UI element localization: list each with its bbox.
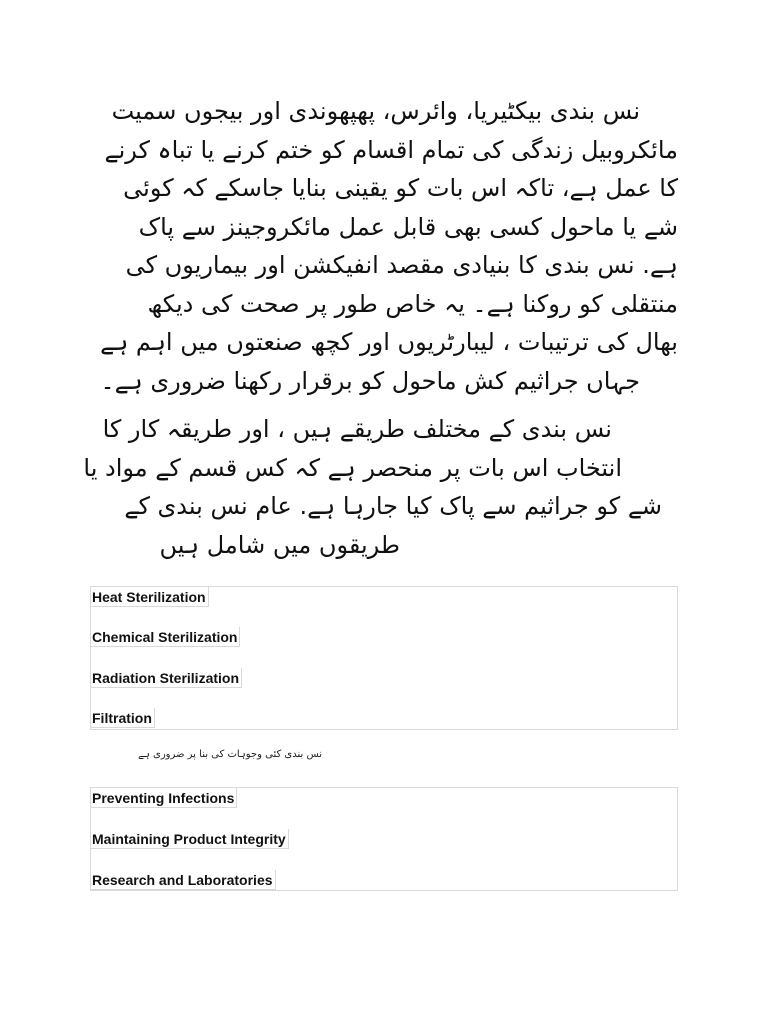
paragraph-line: نس بندی کے مختلف طریقے ہیں ، اور طریقہ کار کا [102, 415, 612, 443]
list-item: Heat Sterilization [91, 587, 209, 607]
sterilization-reasons-list [90, 787, 678, 891]
list-item: Research and Laboratories [91, 870, 276, 890]
sterilization-methods-list [90, 586, 678, 730]
paragraph-line: شے کو جراثیم سے پاک کیا جارہا ہے. عام نس بندی کے [124, 492, 662, 520]
list-item: Chemical Sterilization [91, 627, 240, 647]
list-item: Radiation Sterilization [91, 668, 242, 688]
paragraph-line: نس بندی بیکٹیریا، وائرس، پھپھوندی اور بیجوں سمیت [111, 97, 640, 125]
paragraph-line: بھال کی ترتیبات ، لیبارٹریوں اور کچھ صنعتوں میں اہم ہے [100, 328, 678, 356]
list-item: Filtration [91, 708, 155, 728]
paragraph-line: کا عمل ہے، تاکہ اس بات کو یقینی بنایا جاسکے کہ کوئی [123, 174, 678, 202]
paragraph-line: شے یا ماحول کسی بھی قابل عمل مائکروجینز سے پاک [138, 212, 678, 241]
paragraph-line: منتقلی کو روکنا ہے۔ یہ خاص طور پر صحت کی دیکھ [147, 289, 678, 318]
list-item: Preventing Infections [91, 788, 237, 808]
intro-paragraph [78, 92, 678, 400]
paragraph-line: طریقوں میں شامل ہیں [159, 530, 400, 559]
paragraph-line: جہاں جراثیم کش ماحول کو برقرار رکھنا ضروری ہے۔ [100, 366, 640, 395]
list-item: Maintaining Product Integrity [91, 829, 289, 849]
paragraph-line: مائکروبیل زندگی کی تمام اقسام کو ختم کرنے یا تباہ کرنے [104, 135, 678, 164]
paragraph-line: ہے. نس بندی کا بنیادی مقصد انفیکشن اور بیماریوں کی [125, 251, 678, 279]
reasons-heading: نس بندی کئی وجوہات کی بنا پر ضروری ہے [138, 749, 322, 760]
methods-intro-paragraph [62, 410, 662, 564]
paragraph-line: انتخاب اس بات پر منحصر ہے کہ کس قسم کے مواد یا [83, 453, 622, 482]
